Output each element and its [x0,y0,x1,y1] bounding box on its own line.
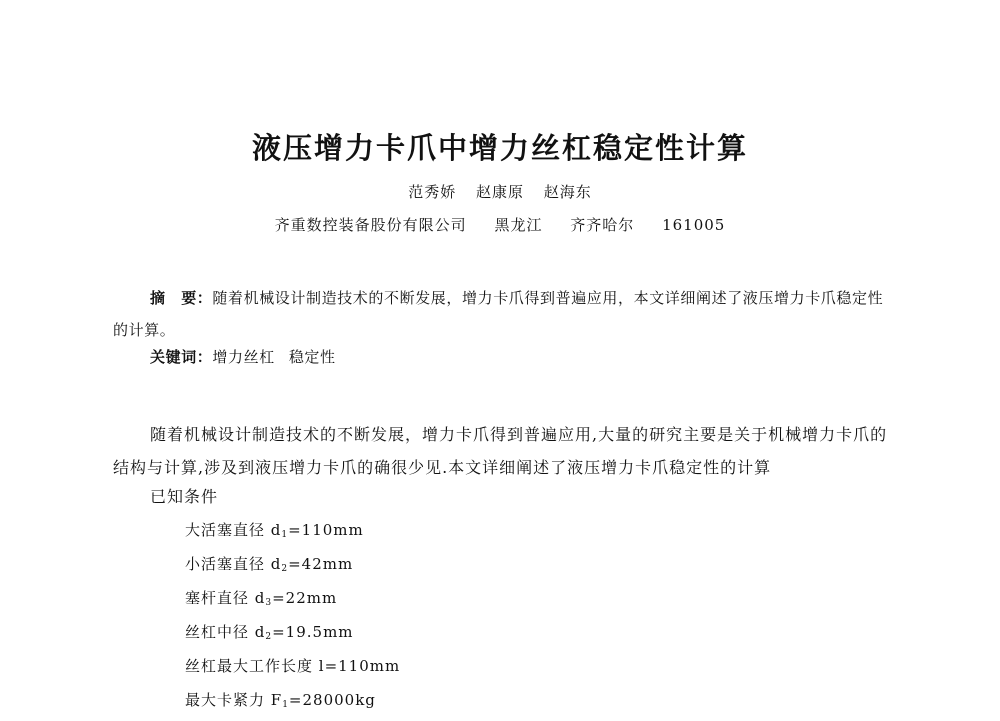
abstract-text: 随着机械设计制造技术的不断发展，增力卡爪得到普遍应用，本文详细阐述了液压增力卡爪稳定性的计算。 [113,289,884,339]
keyword: 增力丝杠 [212,348,275,366]
author-name: 赵海东 [543,183,592,201]
author-name: 范秀娇 [408,183,457,201]
keywords-line [150,346,350,367]
author-name: 赵康原 [475,183,524,201]
parameter-item [185,687,400,721]
parameter-label: 大活塞直径 d [185,521,282,539]
abstract-label: 摘 要： [150,289,213,307]
parameter-item [185,653,400,687]
parameter-subscript: 1 [282,700,289,710]
parameter-subscript: 1 [281,530,289,540]
parameter-value: =42mm [288,555,354,573]
parameter-label: 塞杆直径 d [185,589,266,607]
keywords-label: 关键词： [150,348,213,366]
keyword: 稳定性 [288,348,336,366]
affiliation-company: 齐重数控装备股份有限公司 [274,216,467,234]
parameter-list [185,517,400,721]
intro-paragraph: 随着机械设计制造技术的不断发展，增力卡爪得到普遍应用,大量的研究主要是关于机械增力卡爪的结构与计算,涉及到液压增力卡爪的确很少见.本文详细阐述了液压增力卡爪稳定性的计算 [113,425,888,477]
parameter-label: 丝杠最大工作长度 l=110mm [185,657,401,675]
parameter-item [185,585,400,619]
parameter-value: =110mm [288,521,364,539]
parameter-item [185,551,400,585]
parameter-label: 丝杠中径 d [185,623,266,641]
parameter-subscript: 2 [265,632,273,642]
parameter-value: =28000kg [288,691,376,709]
parameter-value: =22mm [272,589,338,607]
affiliation-province: 黑龙江 [494,216,543,234]
paper-title: 液压增力卡爪中增力丝杠稳定性计算 [251,131,748,165]
parameter-subscript: 2 [281,564,289,574]
parameter-label: 小活塞直径 d [185,555,282,573]
affiliation-postcode: 161005 [662,216,726,234]
abstract-paragraph [113,282,888,346]
parameter-subscript: 3 [265,598,273,608]
affiliation-city: 齐齐哈尔 [570,216,635,234]
author-list [0,181,1000,202]
parameter-item [185,619,400,653]
parameter-label: 最大卡紧力 F [185,691,283,709]
parameter-item [185,517,400,551]
affiliation [0,214,1000,235]
parameter-value: =19.5mm [272,623,354,641]
conditions-heading: 已知条件 [150,487,219,506]
